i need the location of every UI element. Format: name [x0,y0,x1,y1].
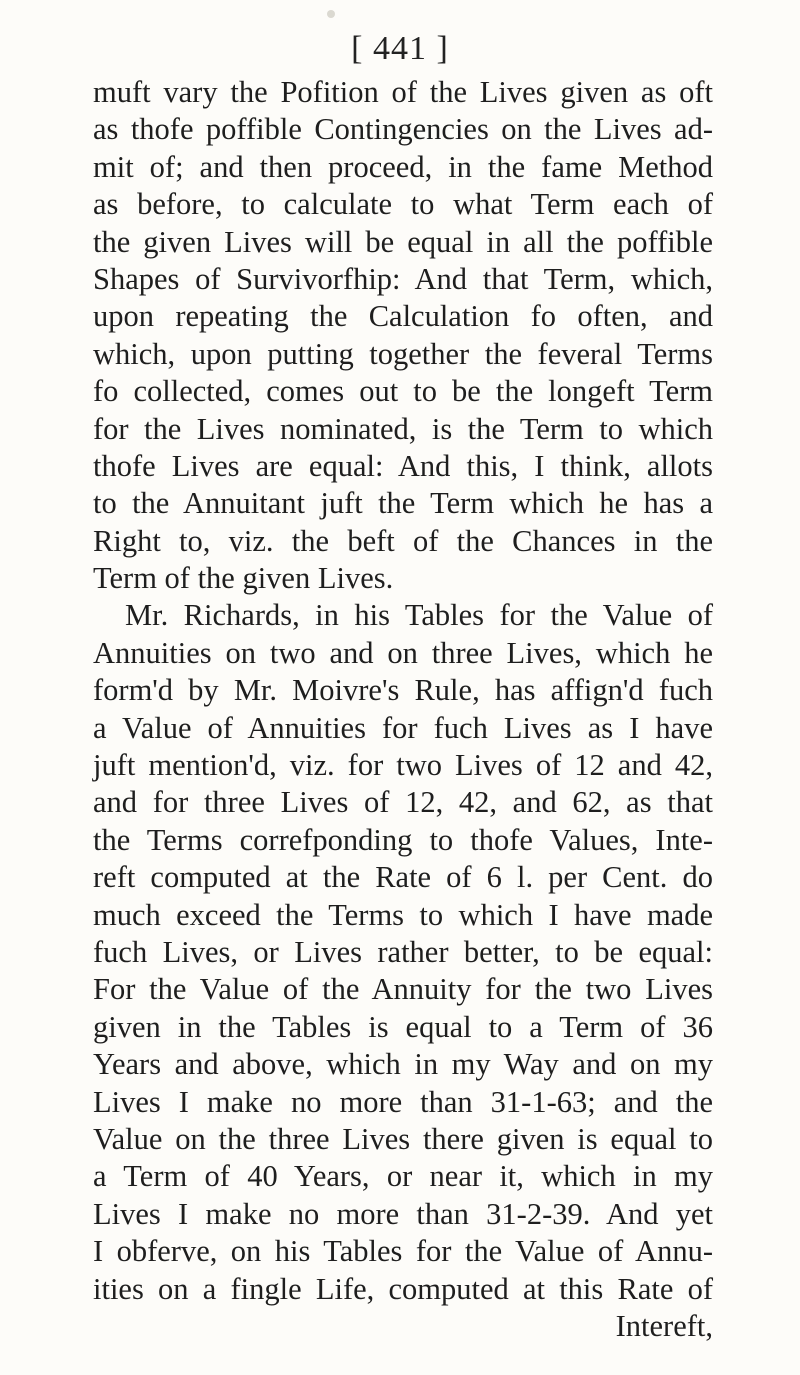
text-line: reft computed at the Rate of 6 l. per Cent. do [93,860,713,895]
text-line: for the Lives nominated, is the Term to which [93,411,713,446]
text-line: form'd by Mr. Moivre's Rule, has affign'd fuch [93,673,713,708]
text-line: Term of the given Lives. [93,561,394,596]
text-line: mit of; and then proceed, in the fame Method [93,149,713,184]
text-line: Lives I make no more than 31-1-63; and the [93,1084,713,1119]
body-text [93,74,713,1345]
text-line: Lives I make no more than 31-2-39. And yet [93,1196,713,1231]
text-line: thofe Lives are equal: And this, I think, allots [93,448,713,483]
text-line: as before, to calculate to what Term each of [93,187,713,222]
text-line: Right to, viz. the beft of the Chances in the [93,523,713,558]
text-line: given in the Tables is equal to a Term of 36 [93,1009,713,1044]
text-line: the given Lives will be equal in all the poffible [93,224,713,259]
text-line: Value on the three Lives there given is equal to [93,1121,713,1156]
text-line: the Terms correfponding to thofe Values, Inte- [93,822,713,857]
text-line: fo collected, comes out to be the longeft Term [93,374,713,409]
text-line: Annuities on two and on three Lives, which he [93,635,713,670]
text-line: upon repeating the Calculation fo often, and [93,299,713,334]
page-number: [ 441 ] [351,30,449,67]
text-line: as thofe poffible Contingencies on the Lives ad- [93,112,713,147]
text-line: juft mention'd, viz. for two Lives of 12 and 42, [93,748,713,783]
text-line: a Term of 40 Years, or near it, which in my [93,1159,713,1194]
text-line: Years and above, which in my Way and on my [93,1047,713,1082]
text-line: to the Annuitant juft the Term which he has a [93,486,713,521]
text-line: Shapes of Survivorfhip: And that Term, which, [93,261,713,296]
text-line: For the Value of the Annuity for the two Lives [93,972,713,1007]
text-line: which, upon putting together the feveral Terms [93,336,713,371]
text-line: a Value of Annuities for fuch Lives as I have [93,710,713,745]
text-line: much exceed the Terms to which I have made [93,897,713,932]
text-line: I obferve, on his Tables for the Value of Annu- [93,1234,713,1269]
text-line: muft vary the Pofition of the Lives given as oft [93,75,713,109]
text-line: fuch Lives, or Lives rather better, to be equal: [93,934,713,969]
catchword: Intereft, [615,1308,713,1343]
text-line: and for three Lives of 12, 42, and 62, as that [93,785,713,820]
text-line: Mr. Richards, in his Tables for the Value of [125,598,713,633]
text-line: ities on a fingle Life, computed at this Rate of [93,1271,713,1306]
ink-spot [327,10,335,18]
